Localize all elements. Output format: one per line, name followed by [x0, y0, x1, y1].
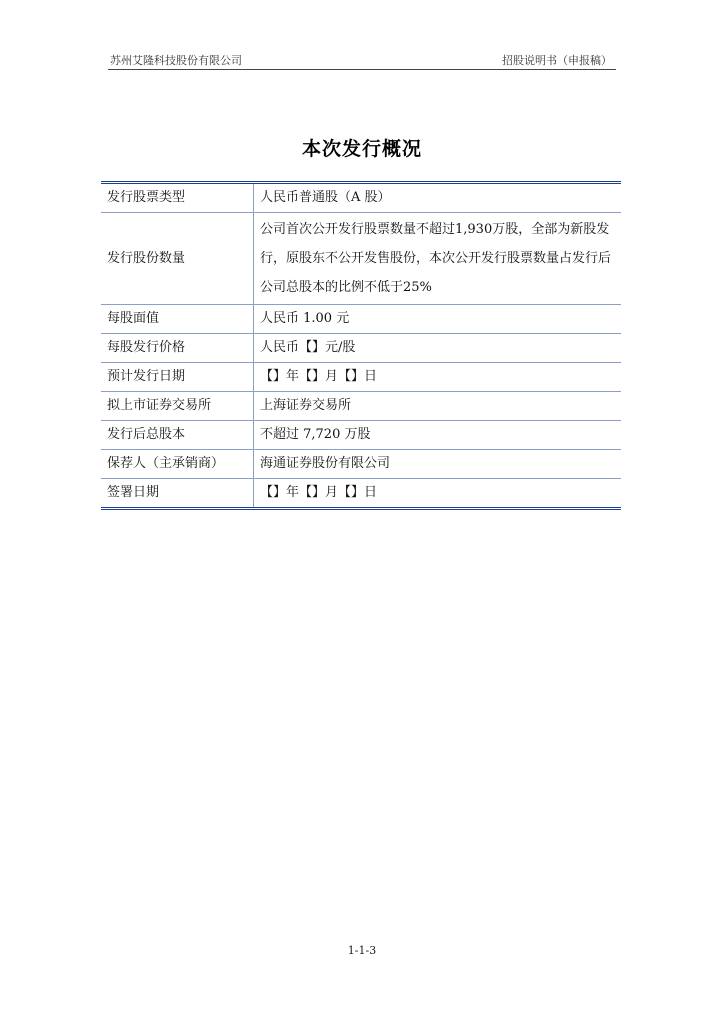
page-number: 1-1-3: [347, 944, 377, 957]
header-company-name: 苏州艾隆科技股份有限公司: [110, 54, 242, 67]
row-label: 签署日期: [101, 479, 254, 509]
row-label: 发行股票类型: [101, 183, 254, 213]
table-row: [101, 479, 621, 509]
row-value: 不超过 7,720 万股: [254, 421, 622, 450]
row-label: 拟上市证券交易所: [101, 392, 254, 421]
row-label: 保荐人（主承销商）: [101, 450, 254, 479]
row-value: 海通证券股份有限公司: [254, 450, 622, 479]
row-label: 每股发行价格: [101, 334, 254, 363]
row-value: 上海证券交易所: [254, 392, 622, 421]
table-row: [101, 392, 621, 421]
row-value: 【】年【】月【】日: [254, 363, 622, 392]
row-value: 【】年【】月【】日: [254, 479, 622, 509]
table-row: [101, 363, 621, 392]
header-document-name: 招股说明书（申报稿）: [502, 54, 612, 67]
row-label: 每股面值: [101, 305, 254, 334]
row-label: 预计发行日期: [101, 363, 254, 392]
page-header: [108, 52, 616, 68]
row-label: 发行后总股本: [101, 421, 254, 450]
table-row: [101, 421, 621, 450]
row-label: 发行股份数量: [101, 213, 254, 305]
offering-overview-table: [101, 181, 621, 510]
row-value: 人民币普通股（A 股）: [260, 190, 391, 205]
header-divider: [108, 69, 616, 70]
row-value: 公司首次公开发行股票数量不超过1,930万股，全部为新股发行，原股东不公开发售股份，本次公开发行股票数量占发行后公司总股本的比例不低于25%: [254, 213, 622, 305]
row-value: 人民币【】元/股: [254, 334, 622, 363]
row-value: 人民币 1.00 元: [254, 305, 622, 334]
page-title: 本次发行概况: [301, 138, 422, 160]
table-row: [101, 183, 621, 213]
table-row: [101, 213, 621, 305]
table-row: [101, 450, 621, 479]
table-row: [101, 305, 621, 334]
table-row: [101, 334, 621, 363]
